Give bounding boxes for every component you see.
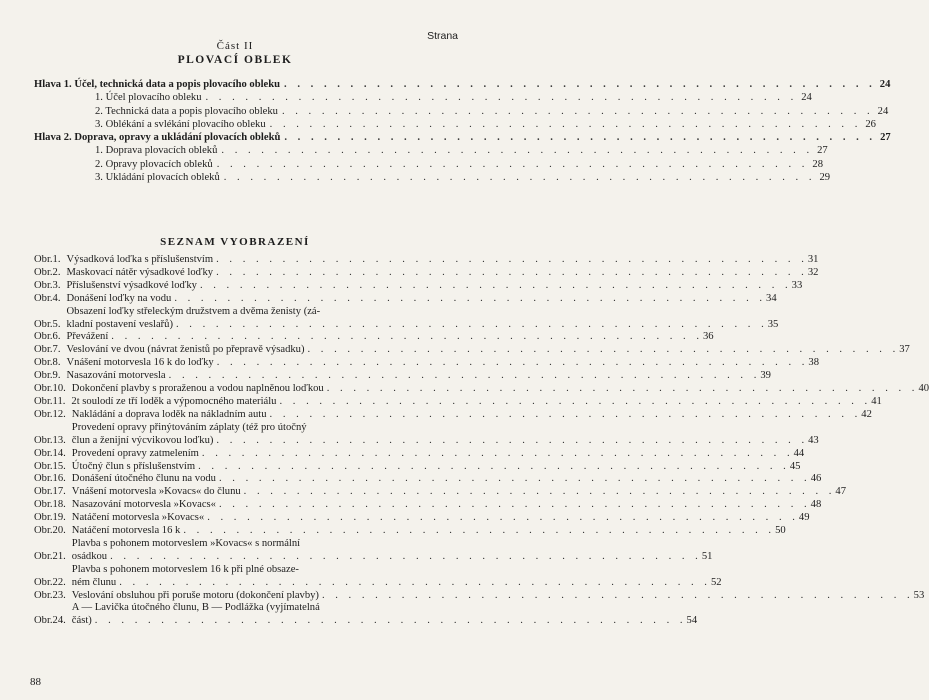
figure-caption-line: kladní postavení veslařů) <box>66 318 173 330</box>
figure-page-number: 33 <box>791 279 803 291</box>
dot-leader: . . . . . . . . . . . . . . . . . . . . . . . . . . . . . . . . . . . . . . . . . . . . . <box>94 615 687 627</box>
figure-number: 16. <box>52 473 66 485</box>
figure-caption-line: Plavba s pohonem motorveslem »Kovacs« s normální <box>71 537 301 549</box>
figure-entry <box>34 499 822 512</box>
figure-page-number: 31 <box>807 254 819 265</box>
figure-caption-line: Natáčení motorvesla 16 k <box>71 525 181 537</box>
figure-number: 10. <box>52 383 66 395</box>
figure-abbrev: Obr. <box>34 344 53 356</box>
figure-page-number: 42 <box>861 408 872 420</box>
figure-entry <box>34 602 698 628</box>
dot-leader: . . . . . . . . . . . . . . . . . . . . . . . . . . . . . . . . . . . . . . . . . . . . . <box>216 254 808 265</box>
figure-page-number: 52 <box>710 576 722 588</box>
toc-chapter <box>34 131 891 144</box>
figure-page-number: 54 <box>686 615 698 627</box>
dot-leader: . . . . . . . . . . . . . . . . . . . . . . . . . . . . . . . . . . . . . . . . . . . . . <box>199 279 792 291</box>
figure-abbrev: Obr. <box>34 357 53 369</box>
figure-caption <box>67 306 768 332</box>
figure-caption <box>71 396 871 409</box>
figure-entry <box>34 525 786 538</box>
figure-number: 8. <box>52 357 61 369</box>
figure-caption <box>72 525 775 538</box>
figure-entry <box>34 370 771 383</box>
toc-entry-text: 1. Doprava plovacích obleků <box>95 145 218 157</box>
figure-abbrev: Obr. <box>34 266 53 278</box>
figure-number: 11. <box>52 395 66 407</box>
figure-caption-line: osádkou <box>71 550 108 562</box>
figure-caption <box>67 344 900 357</box>
figure-abbrev: Obr. <box>34 615 53 627</box>
figure-number: 21. <box>52 550 66 562</box>
figure-abbrev: Obr. <box>34 550 53 562</box>
figure-caption-line: Veslování obsluhou při poruše motoru (dokončení plavby) <box>71 589 319 601</box>
figure-entry <box>34 589 925 603</box>
figure-caption-line: Nasazování motorvesla <box>66 370 166 382</box>
figure-caption-line: Nakládání a doprava loděk na nákladním autu <box>71 408 267 420</box>
dot-leader: . . . . . . . . . . . . . . . . . . . . . . . . . . . . . . . . . . . . . . . . . . . . . <box>279 395 872 407</box>
figure-caption-line: Útočný člun s příslušenstvím <box>71 460 196 472</box>
figure-entry <box>34 408 872 422</box>
figure-page-number: 47 <box>835 486 846 498</box>
figure-abbrev: Obr. <box>34 279 53 291</box>
page-number: 88 <box>30 676 41 688</box>
figure-list <box>34 254 929 628</box>
figure-caption <box>72 448 794 461</box>
toc-entry <box>34 91 812 104</box>
figure-caption-line: Natáčení motorvesla »Kovacs« <box>71 512 205 524</box>
figure-entry <box>34 383 929 396</box>
toc-entry <box>34 105 889 118</box>
figure-caption <box>72 602 687 628</box>
figure-abbrev: Obr. <box>34 254 53 265</box>
figure-page-number: 32 <box>807 266 819 278</box>
toc-page-number: 27 <box>880 132 891 144</box>
dot-leader: . . . . . . . . . . . . . . . . . . . . . . . . . . . . . . . . . . . . . . . . . . . . . <box>198 460 790 472</box>
dot-leader: . . . . . . . . . . . . . . . . . . . . . . . . . . . . . . . . . . . . . . . . . . . . . <box>174 292 767 304</box>
figure-page-number: 37 <box>899 344 910 356</box>
figure-caption-line: Maskovací nátěr výsadkové loďky <box>66 266 214 278</box>
figure-page-number: 44 <box>793 447 805 459</box>
figure-entry <box>34 254 819 267</box>
dot-leader: . . . . . . . . . . . . . . . . . . . . . . . . . . . . . . . . . . . . . . . . . . . . . <box>243 486 836 498</box>
dot-leader: . . . . . . . . . . . . . . . . . . . . . . . . . . . . . . . . . . . . . . . . . . . . . <box>326 383 919 395</box>
dot-leader: . . . . . . . . . . . . . . . . . . . . . . . . . . . . . . . . . . . . . . . . . . . . . <box>269 118 862 130</box>
dot-leader: . . . . . . . . . . . . . . . . . . . . . . . . . . . . . . . . . . . . . . . . . . . . . <box>205 92 798 104</box>
figure-page-number: 46 <box>810 473 822 485</box>
dot-leader: . . . . . . . . . . . . . . . . . . . . . . . . . . . . . . . . . . . . . . . . . . . . . <box>269 408 862 420</box>
figure-caption-line: Provedení opravy přinýtováním záplaty (též pro útočný <box>71 421 307 433</box>
figure-caption-line: 2t soulodí ze tří loděk a výpomocného materiálu <box>71 395 277 407</box>
figure-abbrev: Obr. <box>34 395 53 407</box>
toc-page-number: 24 <box>801 92 812 104</box>
figure-caption <box>72 590 914 603</box>
toc-page-number: 27 <box>817 145 828 157</box>
figure-caption-line: Provedení opravy zatmelením <box>71 447 199 459</box>
dot-leader: . . . . . . . . . . . . . . . . . . . . . . . . . . . . . . . . . . . . . . . . . . . . . <box>307 344 900 356</box>
dot-leader: . . . . . . . . . . . . . . . . . . . . . . . . . . . . . . . . . . . . . . . . . . . . . <box>216 357 809 369</box>
figure-abbrev: Obr. <box>34 525 53 537</box>
toc-page-number: 24 <box>877 105 889 117</box>
toc-entry <box>34 144 828 157</box>
dot-leader: . . . . . . . . . . . . . . . . . . . . . . . . . . . . . . . . . . . . . . . . . . . . . <box>284 79 876 90</box>
figure-number: 12. <box>52 408 66 420</box>
page-column-header: Strana <box>427 30 458 42</box>
figure-entry <box>34 473 822 486</box>
figure-caption-line: Příslušenství výsadkové loďky <box>66 279 197 291</box>
figure-caption-line: Vnášení motorvesla »Kovacs« do člunu <box>71 486 241 498</box>
figure-page-number: 53 <box>913 589 925 601</box>
figure-page-number: 40 <box>918 383 929 395</box>
dot-leader: . . . . . . . . . . . . . . . . . . . . . . . . . . . . . . . . . . . . . . . . . . . . . <box>221 145 814 157</box>
figure-caption-line: Převážení <box>66 331 109 343</box>
figure-number: 14. <box>52 447 66 459</box>
figure-entry <box>34 563 722 590</box>
figure-caption-line: část) <box>71 615 92 627</box>
toc-page-number: 26 <box>865 118 876 130</box>
figure-caption-line: A — Lavička útočného člunu, B — Podlážka (vyjímatelná <box>71 602 320 614</box>
figure-caption-line: Veslování ve dvou (návrat ženistů po přepravě výsadku) <box>66 344 305 356</box>
dot-leader: . . . . . . . . . . . . . . . . . . . . . . . . . . . . . . . . . . . . . . . . . . . . . <box>216 434 809 446</box>
figure-caption <box>72 409 861 422</box>
figure-caption <box>72 538 702 564</box>
toc-entry-text: 3. Oblékání a svlékání plovacího obleku <box>95 118 266 130</box>
figure-caption <box>72 422 808 448</box>
figure-number: 22. <box>52 576 66 588</box>
part-label: Část II <box>216 40 254 52</box>
figure-number: 5. <box>52 318 61 330</box>
figure-abbrev: Obr. <box>34 473 53 485</box>
figure-number: 18. <box>52 499 66 511</box>
figure-abbrev: Obr. <box>34 370 53 382</box>
dot-leader: . . . . . . . . . . . . . . . . . . . . . . . . . . . . . . . . . . . . . . . . . . . . . <box>111 331 703 343</box>
figure-abbrev: Obr. <box>34 499 53 511</box>
figure-page-number: 35 <box>767 318 779 330</box>
dot-leader: . . . . . . . . . . . . . . . . . . . . . . . . . . . . . . . . . . . . . . . . . . . . . <box>284 132 877 144</box>
toc-page-number: 29 <box>819 172 831 184</box>
toc-entry <box>34 158 823 171</box>
figure-number: 15. <box>52 460 66 472</box>
figure-number: 2. <box>52 266 61 278</box>
toc-entry-text: Hlava 1. Účel, technická data a popis plovacího obleku <box>34 79 281 90</box>
figure-number: 3. <box>52 279 61 291</box>
figure-number: 9. <box>52 370 61 382</box>
figure-caption <box>72 383 919 396</box>
figure-entry <box>34 292 777 306</box>
figure-entry <box>34 395 882 409</box>
figure-entry <box>34 512 810 525</box>
figure-abbrev: Obr. <box>34 408 53 420</box>
figure-caption-line: Výsadková loďka s příslušenstvím <box>66 254 214 265</box>
figure-page-number: 49 <box>798 512 810 524</box>
toc-entry-text: 3. Ukládání plovacích obleků <box>95 172 220 184</box>
figure-abbrev: Obr. <box>34 486 53 498</box>
figure-entry <box>34 537 713 564</box>
figure-entry <box>34 344 910 357</box>
figure-number: 13. <box>52 434 66 446</box>
figure-entry <box>34 266 819 280</box>
figure-caption <box>67 254 808 267</box>
figure-entry <box>34 447 805 461</box>
figure-caption-line: Nasazování motorvesla »Kovacs« <box>71 499 216 511</box>
figure-caption-line: Dokončení plavby s proraženou a vodou naplněnou loďkou <box>71 383 324 395</box>
figure-page-number: 45 <box>789 460 801 472</box>
figure-number: 1. <box>52 254 61 265</box>
figure-number: 23. <box>52 589 66 601</box>
dot-leader: . . . . . . . . . . . . . . . . . . . . . . . . . . . . . . . . . . . . . . . . . . . . . <box>110 550 702 562</box>
figure-page-number: 34 <box>766 292 777 304</box>
figure-page-number: 48 <box>810 499 822 511</box>
figure-caption <box>67 370 761 383</box>
dot-leader: . . . . . . . . . . . . . . . . . . . . . . . . . . . . . . . . . . . . . . . . . . . . . <box>218 499 811 511</box>
figure-entry <box>34 331 714 344</box>
figure-caption <box>72 512 799 525</box>
figure-abbrev: Obr. <box>34 447 53 459</box>
figure-caption <box>72 486 836 499</box>
figure-number: 6. <box>52 331 61 343</box>
dot-leader: . . . . . . . . . . . . . . . . . . . . . . . . . . . . . . . . . . . . . . . . . . . . . <box>119 576 711 588</box>
toc-entry-text: 1. Účel plovacího obleku <box>95 92 202 104</box>
figure-page-number: 39 <box>760 370 771 382</box>
figure-number: 17. <box>52 486 66 498</box>
figure-abbrev: Obr. <box>34 589 53 601</box>
figure-entry <box>34 357 820 370</box>
figure-abbrev: Obr. <box>34 383 53 395</box>
figure-page-number: 43 <box>808 434 819 446</box>
dot-leader: . . . . . . . . . . . . . . . . . . . . . . . . . . . . . . . . . . . . . . . . . . . . . <box>201 447 794 459</box>
figure-abbrev: Obr. <box>34 460 53 472</box>
dot-leader: . . . . . . . . . . . . . . . . . . . . . . . . . . . . . . . . . . . . . . . . . . . . . <box>218 473 811 485</box>
figure-entry <box>34 279 803 293</box>
dot-leader: . . . . . . . . . . . . . . . . . . . . . . . . . . . . . . . . . . . . . . . . . . . . . <box>216 158 809 170</box>
dot-leader: . . . . . . . . . . . . . . . . . . . . . . . . . . . . . . . . . . . . . . . . . . . . . <box>216 266 808 278</box>
figure-abbrev: Obr. <box>34 331 53 343</box>
figure-number: 24. <box>52 615 66 627</box>
toc-entry <box>34 171 831 184</box>
figure-caption <box>67 357 809 370</box>
figure-abbrev: Obr. <box>34 512 53 524</box>
figure-number: 20. <box>52 525 66 537</box>
figure-page-number: 51 <box>701 550 713 562</box>
figure-entry <box>34 421 819 448</box>
figure-caption-line: Vnášení motorvesla 16 k do loďky <box>66 357 214 369</box>
figure-caption-line: Plavba s pohonem motorveslem 16 k při plné obsaze- <box>71 563 299 575</box>
toc-entry-text: Hlava 2. Doprava, opravy a ukládání plovacích obleků <box>34 132 281 144</box>
figure-page-number: 38 <box>808 357 820 369</box>
figure-caption <box>72 473 811 486</box>
figure-caption <box>67 293 767 306</box>
figure-abbrev: Obr. <box>34 434 53 446</box>
dot-leader: . . . . . . . . . . . . . . . . . . . . . . . . . . . . . . . . . . . . . . . . . . . . . <box>207 512 799 524</box>
figure-caption <box>72 564 711 590</box>
figure-caption-line: Obsazení loďky střeleckým družstvem a dvěma ženisty (zá- <box>66 305 321 317</box>
toc-entry-text: 2. Opravy plovacích obleků <box>95 158 213 170</box>
figure-caption <box>72 461 790 474</box>
figure-number: 7. <box>52 344 61 356</box>
figure-caption <box>67 280 792 293</box>
dot-leader: . . . . . . . . . . . . . . . . . . . . . . . . . . . . . . . . . . . . . . . . . . . . . <box>183 525 776 537</box>
figure-page-number: 36 <box>702 331 714 343</box>
figure-number: 4. <box>52 292 61 304</box>
figures-title: SEZNAM VYOBRAZENÍ <box>160 236 310 248</box>
figure-entry <box>34 305 779 332</box>
dot-leader: . . . . . . . . . . . . . . . . . . . . . . . . . . . . . . . . . . . . . . . . . . . . . <box>176 318 768 330</box>
dot-leader: . . . . . . . . . . . . . . . . . . . . . . . . . . . . . . . . . . . . . . . . . . . . . <box>168 370 761 382</box>
figure-page-number: 50 <box>775 525 786 537</box>
figure-caption-line: ném člunu <box>71 576 117 588</box>
figure-number: 19. <box>52 512 66 524</box>
figure-caption <box>72 499 811 512</box>
dot-leader: . . . . . . . . . . . . . . . . . . . . . . . . . . . . . . . . . . . . . . . . . . . . . <box>281 105 874 117</box>
toc-entry-text: 2. Technická data a popis plovacího obleku <box>95 105 278 117</box>
dot-leader: . . . . . . . . . . . . . . . . . . . . . . . . . . . . . . . . . . . . . . . . . . . . . <box>321 589 914 601</box>
toc-page-number: 28 <box>812 158 823 170</box>
figure-abbrev: Obr. <box>34 292 53 304</box>
figure-caption <box>67 267 808 280</box>
figure-abbrev: Obr. <box>34 318 53 330</box>
toc-entry <box>34 118 876 131</box>
toc-page-number: 24 <box>879 79 891 90</box>
figure-caption <box>67 331 703 344</box>
figure-caption-line: člun a ženijní výcvikovou loďku) <box>71 434 214 446</box>
figure-page-number: 41 <box>871 395 882 407</box>
table-of-contents <box>34 78 891 184</box>
dot-leader: . . . . . . . . . . . . . . . . . . . . . . . . . . . . . . . . . . . . . . . . . . . . . <box>223 172 816 184</box>
figure-entry <box>34 460 801 474</box>
part-title: PLOVACÍ OBLEK <box>177 54 293 66</box>
toc-chapter <box>34 78 891 91</box>
figure-caption-line: Donášení loďky na vodu <box>66 292 172 304</box>
figure-abbrev: Obr. <box>34 576 53 588</box>
figure-caption-line: Donášení útočného člunu na vodu <box>71 473 216 485</box>
figure-entry <box>34 486 846 499</box>
